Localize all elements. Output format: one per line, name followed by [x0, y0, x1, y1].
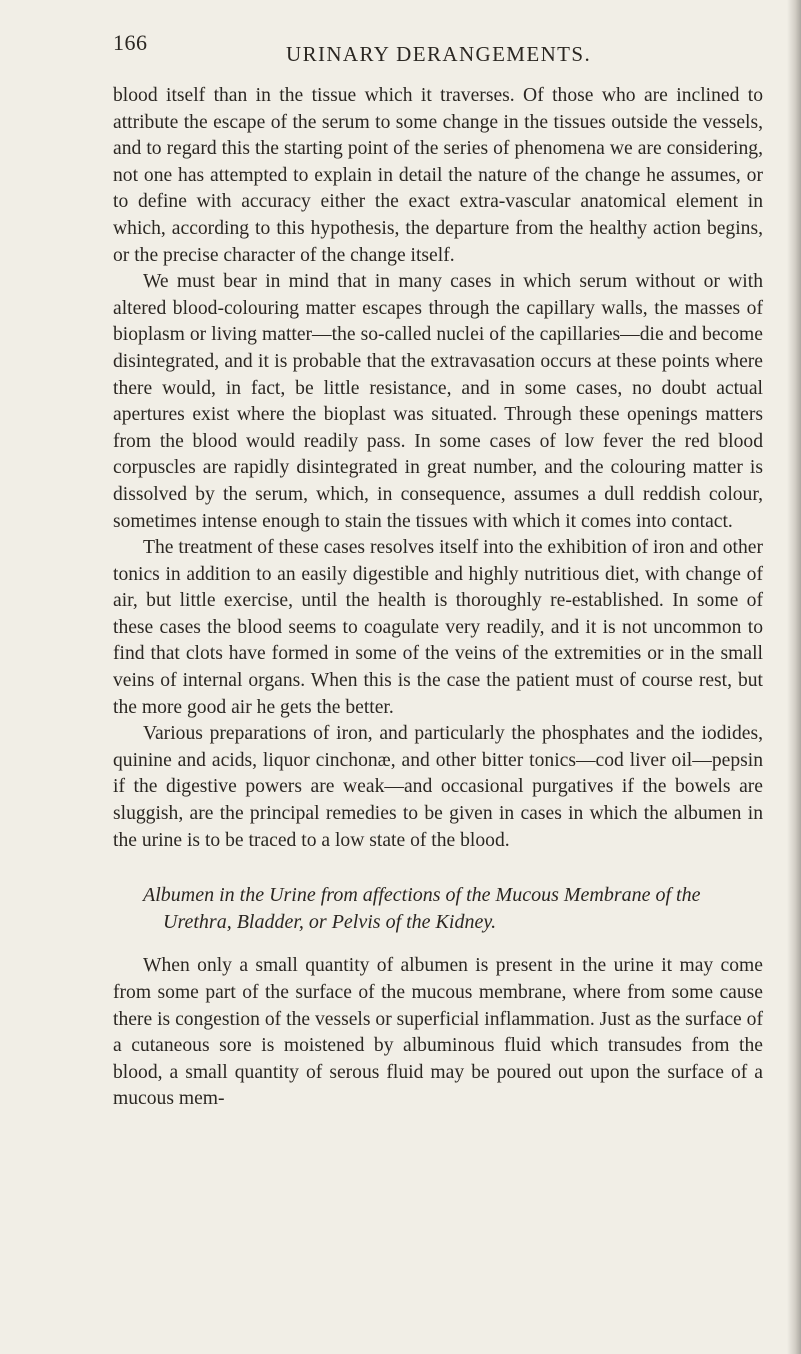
- section-heading: Albumen in the Urine from affections of the Mucous Membrane of the Urethra, Bladder, or Pelvis of the Kidney.: [143, 884, 701, 933]
- page-header: [0, 30, 801, 70]
- page-number: 166: [113, 30, 148, 55]
- paragraph-continued: blood itself than in the tissue which it traverses. Of those who are inclined to attribute the escape of the serum to some change in the tissues outside the vessels, and to regard this the starting point of the series of phenomena we are considering, not one has attempted to explain in detail the nature of the change he assumes, or to define with accuracy either the exact extra-vascular anatomical element in which, according to this hypothesis, the departure from the healthy action begins, or the precise character of the change itself.: [113, 85, 763, 266]
- paragraph-remedies: Various preparations of iron, and particularly the phosphates and the iodides, quinine and acids, liquor cinchonæ, and other bitter tonics—cod liver oil—pepsin if the digestive powers are weak—and occasional purgatives if the bowels are sluggish, are the principal remedies to be given in cases in which the albumen in the urine is to be traced to a low state of the blood.: [113, 723, 763, 851]
- body-text: [113, 83, 763, 1113]
- paragraph-bioplasm: We must bear in mind that in many cases in which serum without or with altered blood-colouring matter escapes through the capillary walls, the masses of bioplasm or living matter—the so-called nuclei of the capillaries—die and become disintegrated, and it is probable that the extravasation occurs at these points where there would, in fact, be little resistance, and in some cases, no doubt actual apertures exist where the bioplast was situated. Through these openings matters from the blood would readily pass. In some cases of low fever the red blood corpuscles are rapidly disintegrated in great number, and the colouring matter is dissolved by the serum, which, in consequence, assumes a dull reddish colour, sometimes intense enough to stain the tissues with which it comes into contact.: [113, 271, 763, 532]
- paragraph-treatment: The treatment of these cases resolves itself into the exhibition of iron and other tonics in addition to an easily digestible and highly nutritious diet, with change of air, but little exercise, until the health is thoroughly re-established. In some of these cases the blood seems to coagulate very readily, and it is not uncommon to find that clots have formed in some of the veins of the extremities or in the small veins of internal organs. When this is the case the patient must of course rest, but the more good air he gets the better.: [113, 537, 763, 718]
- section-paragraph: When only a small quantity of albumen is present in the urine it may come from some part of the surface of the mucous membrane, where from some cause there is congestion of the vessels or superficial inflammation. Just as the surface of a cutaneous sore is moistened by albuminous fluid which transudes from the blood, a small quantity of serous fluid may be poured out upon the surface of a mucous mem-: [113, 955, 763, 1110]
- page-edge-shadow: [787, 0, 801, 1354]
- running-head: URINARY DERANGEMENTS.: [286, 42, 592, 66]
